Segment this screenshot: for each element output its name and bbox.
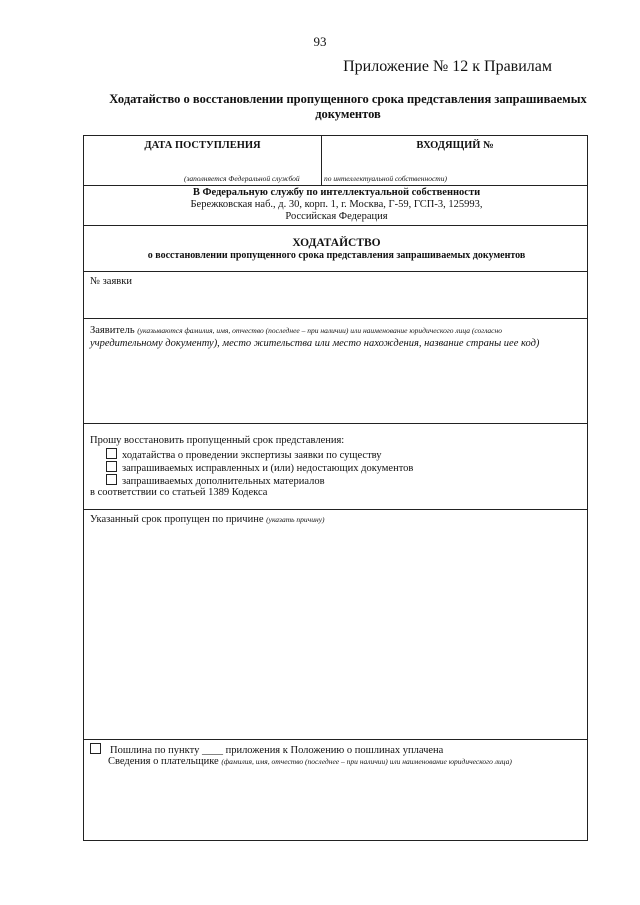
petition-form	[83, 135, 588, 841]
applicant-note-1: (указываются фамилия, имя, отчество (последнее – при наличии) или наименование юридического лица (согласно	[137, 326, 502, 335]
divider	[84, 271, 587, 272]
filled-by-note-right: по интеллектуальной собственности)	[324, 174, 447, 183]
petition-subheading: о восстановлении пропущенного срока представления запрашиваемых документов	[147, 250, 526, 261]
reason-label-row	[90, 514, 325, 525]
request-option-2[interactable]	[106, 461, 413, 474]
request-option-1-label: ходатайства о проведении экспертизы заявки по существу	[122, 450, 382, 461]
payer-note: (фамилия, имя, отчество (последнее – при наличии) или наименование юридического лица)	[221, 757, 512, 766]
request-option-3[interactable]	[106, 474, 325, 487]
applicant-label: Заявитель	[90, 325, 135, 336]
divider	[84, 225, 587, 226]
title-line-1: Ходатайство о восстановлении пропущенного срока представления запрашиваемых	[109, 92, 587, 106]
divider	[84, 509, 587, 510]
appendix-label: Приложение № 12 к Правилам	[343, 58, 552, 75]
payer-label: Сведения о плательщике	[108, 756, 219, 767]
fee-blank[interactable]: ____	[201, 745, 223, 756]
payer-row	[108, 756, 512, 767]
request-option-3-label: запрашиваемых дополнительных материалов	[122, 476, 325, 487]
fee-line	[90, 743, 443, 756]
request-option-1[interactable]	[106, 448, 382, 461]
divider	[84, 185, 587, 186]
petition-heading: ХОДАТАЙСТВО	[292, 237, 381, 249]
applicant-note-2: учредительному документу), место жительства или место нахождения, название страны иее код)	[90, 338, 540, 349]
date-received-label: ДАТА ПОСТУПЛЕНИЯ	[144, 140, 261, 151]
title-line-2: документов	[315, 107, 381, 121]
request-intro: Прошу восстановить пропущенный срок представления:	[90, 435, 345, 446]
reason-label: Указанный срок пропущен по причине	[90, 514, 264, 525]
divider	[84, 739, 587, 740]
request-footer: в соответствии со статьей 1389 Кодекса	[90, 487, 268, 498]
page-number: 93	[313, 34, 327, 49]
checkbox[interactable]	[106, 461, 117, 472]
checkbox[interactable]	[106, 474, 117, 485]
fee-part-2: приложения к Положению о пошлинах уплачена	[225, 745, 444, 756]
filled-by-note-left: (заполняется Федеральной службой	[184, 174, 300, 183]
request-option-2-label: запрашиваемых исправленных и (или) недостающих документов	[122, 463, 414, 474]
checkbox[interactable]	[90, 743, 101, 754]
addressee-line-3: Российская Федерация	[285, 211, 388, 222]
document-title	[88, 92, 608, 122]
applicant-label-row	[90, 325, 502, 336]
reason-note: (указать причину)	[266, 515, 325, 524]
checkbox[interactable]	[106, 448, 117, 459]
addressee-line-1: В Федеральную службу по интеллектуальной собственности	[192, 187, 481, 198]
incoming-number-label: ВХОДЯЩИЙ №	[416, 140, 494, 151]
fee-part-1: Пошлина по пункту	[110, 745, 200, 756]
application-number-label: № заявки	[90, 276, 132, 287]
divider	[84, 423, 587, 424]
addressee-line-2: Бережковская наб., д. 30, корп. 1, г. Москва, Г-59, ГСП-3, 125993,	[190, 199, 483, 210]
divider	[84, 318, 587, 319]
